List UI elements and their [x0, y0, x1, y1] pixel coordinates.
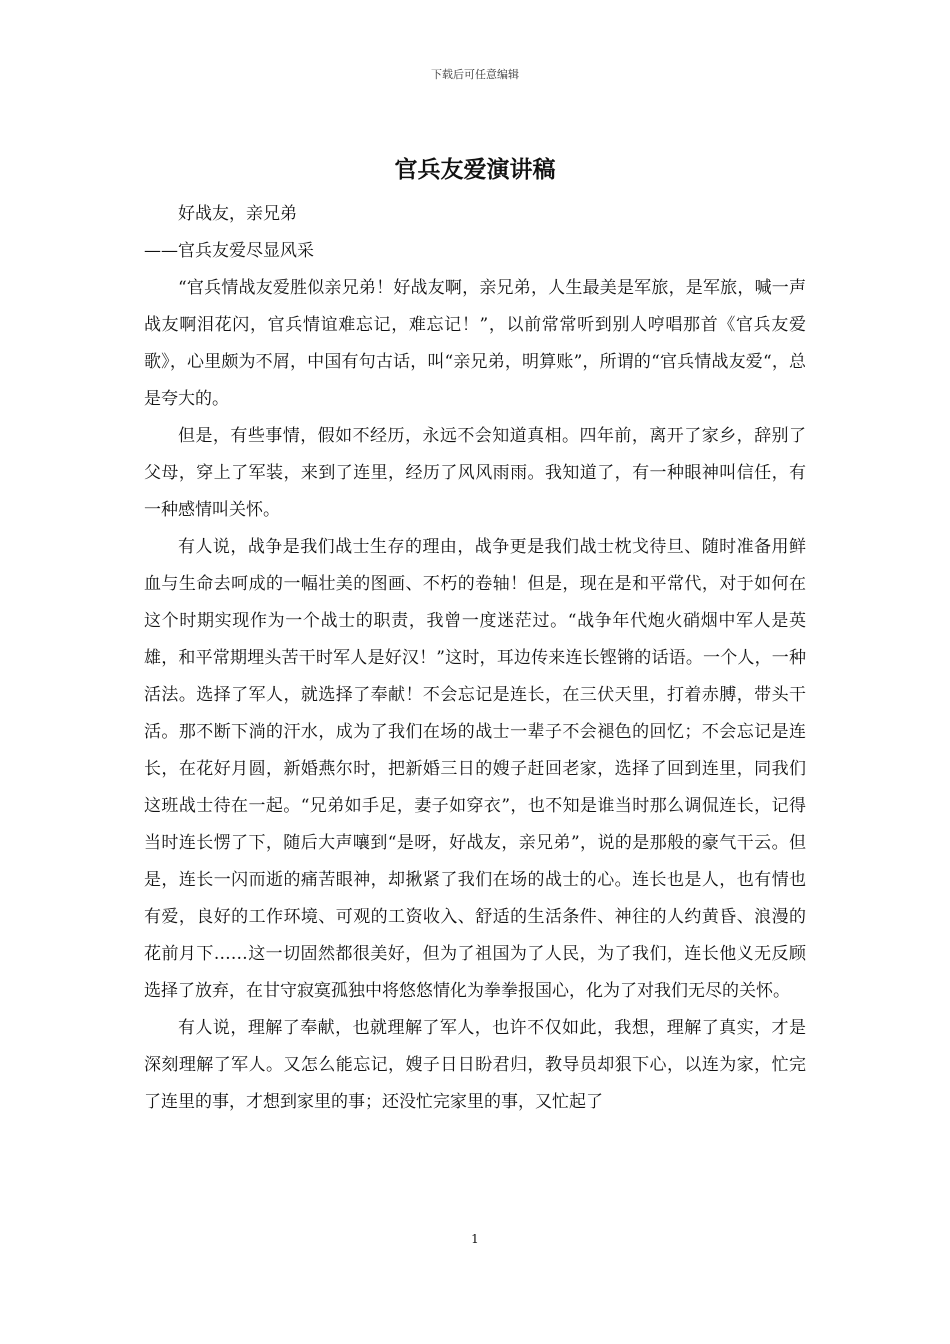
paragraph: 有人说，理解了奉献，也就理解了军人，也许不仅如此，我想，理解了真实，才是深刻理解了军人。又怎么能忘记，嫂子日日盼君归，教导员却狠下心，以连为家，忙完了连里的事，才想到家里的事；还没忙完家里的事，又忙起了	[144, 1018, 806, 1112]
paragraph: 有人说，战争是我们战士生存的理由，战争更是我们战士枕戈待旦、随时准备用鲜血与生命去呵成的一幅壮美的图画、不朽的卷轴！但是，现在是和平常代，对于如何在这个时期实现作为一个战士的职责，我曾一度迷茫过。“战争年代炮火硝烟中军人是英雄，和平常期埋头苦干时军人是好汉！”这时，耳边传来连长铿锵的话语。一个人，一种活法。选择了军人，就选择了奉献！不会忘记是连长，在三伏天里，打着赤膊，带头干活。那不断下淌的汗水，成为了我们在场的战士一辈子不会褪色的回忆；不会忘记是连长，在花好月圆，新婚燕尔时，把新婚三日的嫂子赶回老家，选择了回到连里，同我们这班战士待在一起。“兄弟如手足，妻子如穿衣”，也不知是谁当时那么调侃连长，记得当时连长愣了下，随后大声嚷到“是呀，好战友，亲兄弟”，说的是那般的豪气干云。但是，连长一闪而逝的痛苦眼神，却揪紧了我们在场的战士的心。连长也是人，也有情也有爱，良好的工作环境、可观的工资收入、舒适的生活条件、神往的人约黄昏、浪漫的花前月下……这一切固然都很美好，但为了祖国为了人民，为了我们，连长他义无反顾选择了放弃，在甘守寂寞孤独中将悠悠情化为拳拳报国心，化为了对我们无尽的关怀。	[144, 537, 806, 1001]
paragraph: “官兵情战友爱胜似亲兄弟！好战友啊，亲兄弟，人生最美是军旅，是军旅，喊一声战友啊泪花闪，官兵情谊难忘记，难忘记！”，以前常常听到别人哼唱那首《官兵友爱歌》，心里颇为不屑，中国有句古话，叫“亲兄弟，明算账”，所谓的“官兵情战友爱“，总是夸大的。	[144, 278, 806, 409]
page-number: 1	[471, 1232, 479, 1246]
document-title: 官兵友爱演讲稿	[394, 157, 556, 183]
subtitle-line-2: ——官兵友爱尽显风采	[144, 241, 314, 261]
header-note: 下载后可任意编辑	[431, 68, 519, 81]
document-body	[144, 196, 806, 1121]
paragraph: 但是，有些事情，假如不经历，永远不会知道真相。四年前，离开了家乡，辞别了父母，穿上了军装，来到了连里，经历了风风雨雨。我知道了，有一种眼神叫信任，有一种感情叫关怀。	[144, 426, 806, 520]
subtitle-line-1: 好战友，亲兄弟	[178, 204, 297, 224]
